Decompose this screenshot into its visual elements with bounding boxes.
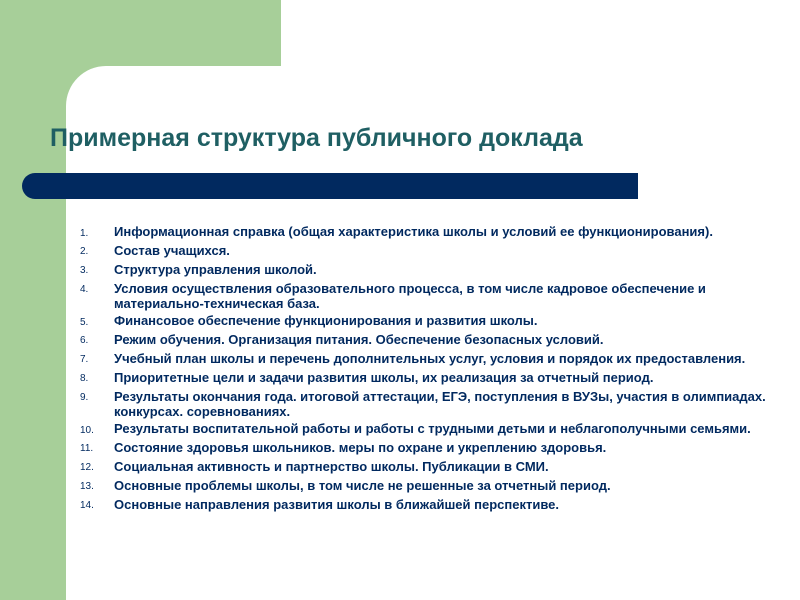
list-item — [80, 497, 770, 514]
list-item-text: Социальная активность и партнерство школы. Публикации в СМИ. — [114, 458, 549, 474]
list-item-text: Основные направления развития школы в ближайшей перспективе. — [114, 496, 559, 512]
list-item-text: Результаты воспитательной работы и работы с трудными детьми и неблагополучными семьями. — [114, 421, 751, 437]
list-item-text: Приоритетные цели и задачи развития школы, их реализация за отчетный период. — [114, 369, 654, 385]
list-item-number: 13. — [80, 481, 94, 493]
list-item — [80, 421, 770, 438]
list-item — [80, 224, 770, 241]
list-item — [80, 243, 770, 260]
list-item-number: 8. — [80, 373, 89, 385]
list-item-number: 4. — [80, 284, 89, 296]
list-item — [80, 313, 770, 330]
list-item-text: Учебный план школы и перечень дополнительных услуг, условия и порядок их предоставления. — [114, 350, 746, 366]
list-item — [80, 262, 770, 279]
list-item-number: 12. — [80, 462, 94, 474]
list-item-text: Структура управления школой. — [114, 261, 317, 277]
list-item — [80, 281, 770, 311]
slide-title: Примерная структура публичного доклада — [50, 124, 583, 152]
list-item-number: 14. — [80, 500, 94, 512]
list-item-number: 1. — [80, 227, 89, 239]
report-structure-list-container — [80, 224, 770, 515]
list-item-number: 11. — [80, 443, 94, 455]
list-item-number: 9. — [80, 392, 89, 404]
list-item — [80, 440, 770, 457]
list-item — [80, 351, 770, 368]
list-item-number: 6. — [80, 335, 89, 347]
list-item-number: 5. — [80, 316, 89, 328]
list-item-text: Состояние здоровья школьников. меры по охране и укреплению здоровья. — [114, 439, 607, 455]
list-item-text: Информационная справка (общая характеристика школы и условий ее функционирования). — [114, 224, 713, 239]
list-item-text: Основные проблемы школы, в том числе не решенные за отчетный период. — [114, 477, 611, 493]
list-item — [80, 459, 770, 476]
list-item — [80, 332, 770, 349]
report-structure-list — [80, 224, 770, 513]
list-item-number: 3. — [80, 265, 89, 277]
list-item-text: Режим обучения. Организация питания. Обеспечение безопасных условий. — [114, 331, 604, 347]
list-item-text: Состав учащихся. — [114, 242, 230, 258]
list-item-number: 10. — [80, 424, 94, 436]
title-underline-bar — [22, 173, 638, 199]
list-item-number: 2. — [80, 246, 89, 258]
list-item-text: Условия осуществления образовательного процесса, в том числе кадровое обеспечение и материально-техническая база. — [114, 280, 706, 311]
list-item-text: Финансовое обеспечение функционирования и развития школы. — [114, 313, 538, 329]
list-item — [80, 389, 770, 419]
list-item-number: 7. — [80, 354, 89, 366]
list-item — [80, 478, 770, 495]
list-item — [80, 370, 770, 387]
list-item-text: Результаты окончания года. итоговой аттестации, ЕГЭ, поступления в ВУЗы, участия в олимпиадах. конкурсах. соревнованиях. — [114, 388, 766, 419]
